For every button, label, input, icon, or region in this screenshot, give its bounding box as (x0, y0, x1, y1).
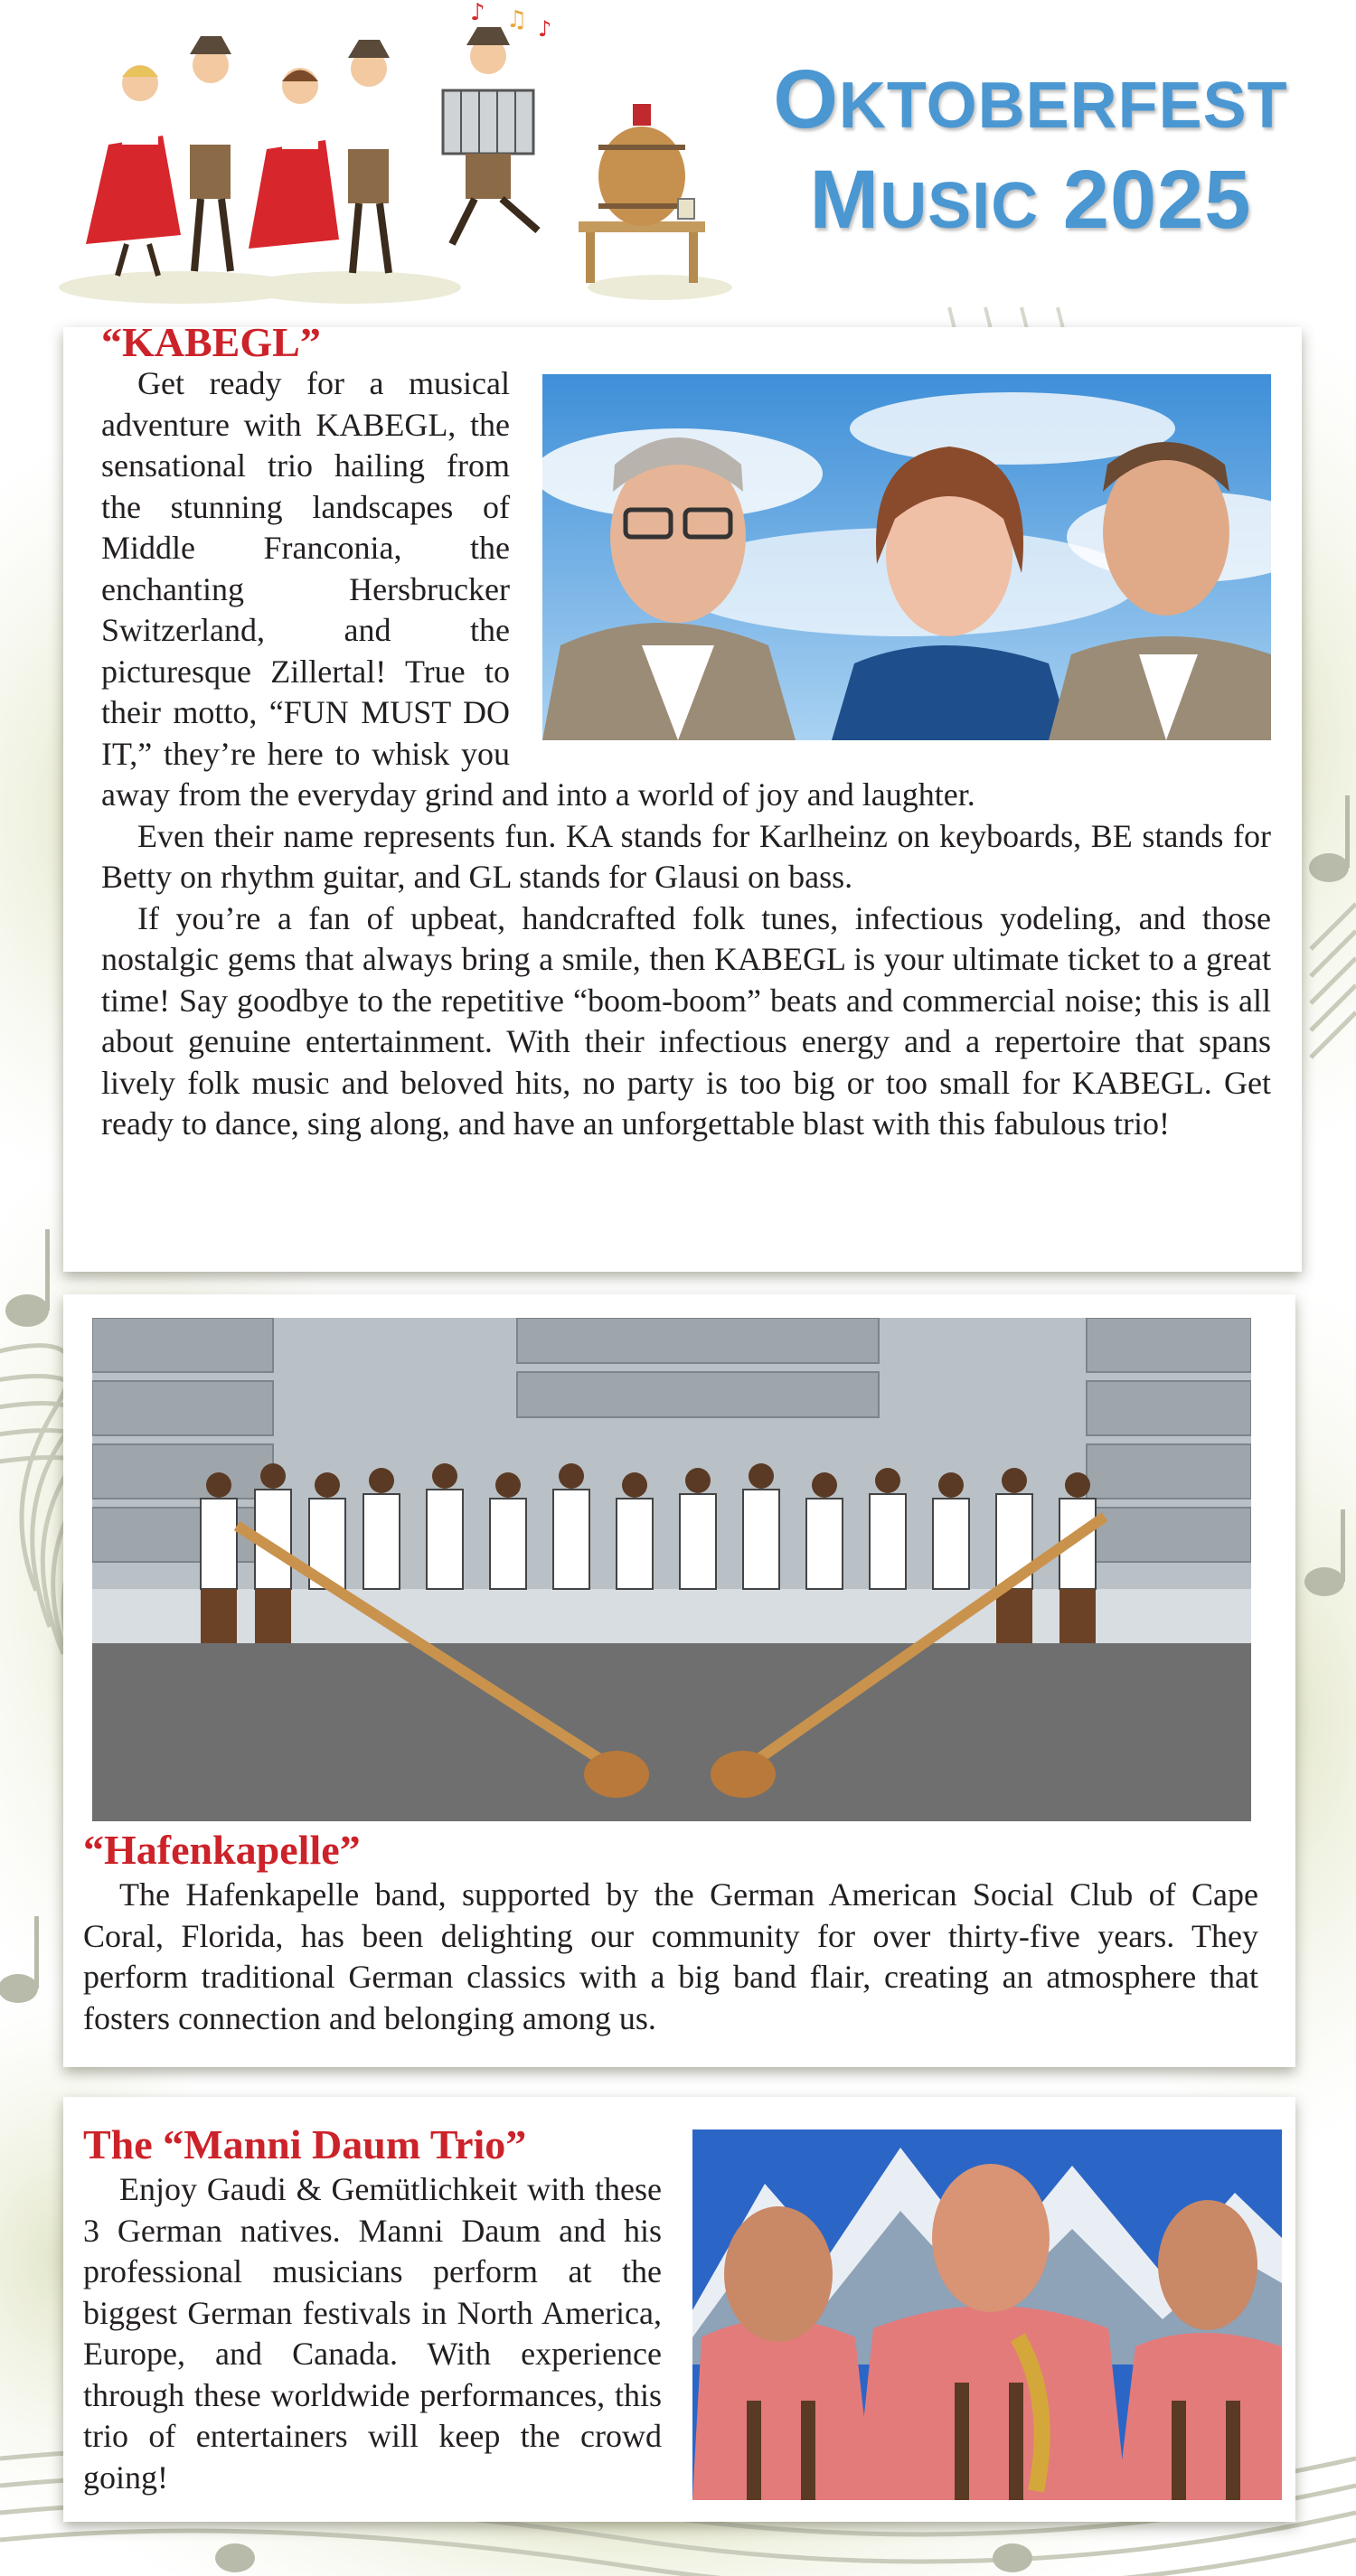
kabegl-paragraph-2: Even their name represents fun. KA stands for Karlheinz on keyboards, BE stands for Betty on rhythm guitar, and GL stands for Glausi on bass. (101, 817, 1271, 895)
manni-daum-paragraph: Enjoy Gaudi & Gemütlichkeit with these 3 German natives. Manni Daum and his professional musicians perform at the biggest German festivals in North America, Europe, and Canada. With experience through these worldwide performances, this trio of entertainers will keep the crowd going! (83, 2171, 662, 2496)
hafenkapelle-card (63, 1294, 1295, 2067)
hafenkapelle-content (83, 1826, 1258, 2039)
beer-barrel-illustration (579, 104, 705, 283)
title-line-2 (759, 153, 1302, 253)
manni-daum-trio-photo (692, 2129, 1282, 2500)
title-line-1 (759, 52, 1302, 153)
page-title (759, 52, 1302, 253)
manni-daum-content (83, 2120, 662, 2498)
kabegl-trio-photo (542, 374, 1271, 740)
svg-text:♪: ♪ (470, 0, 485, 26)
hafenkapelle-heading: “Hafenkapelle” (83, 1827, 361, 1873)
dancing-couple-illustration (45, 0, 732, 312)
kabegl-heading: “KABEGL” (101, 319, 321, 365)
manni-daum-card (63, 2097, 1295, 2522)
title-rest-2: USIC (880, 170, 1040, 242)
manni-daum-heading: The “Manni Daum Trio” (83, 2121, 527, 2167)
kabegl-paragraph-3: If you’re a fan of upbeat, handcrafted folk tunes, infectious yodeling, and those nostalgic gems that always bring a smile, then KABEGL is your ultimate ticket to a great time! Say goodbye to the repetitive “boom-boom” beats and commercial noise; this is all about genuine entertainment. With their infectious energy and a repertoire that spans lively folk music and beloved hits, no party is too big or too small for KABEGL. Get ready to dance, sing along, and have an unforgettable blast with this fabulous trio! (101, 899, 1271, 1142)
title-rest: KTOBERFEST (838, 70, 1288, 142)
title-initial: O (773, 53, 839, 146)
kabegl-content (101, 363, 1271, 1145)
hafenkapelle-band-photo (92, 1318, 1251, 1821)
kabegl-paragraph-1: Get ready for a musical adventure with KABEGL, the sensational trio hailing from the stunning landscapes of Middle Franconia, the enchanting Hersbrucker Switzerland, and the picturesque Zillertal! True to their motto, “FUN MUST DO IT,” they’re here to whisk you away from the everyday grind and into a world of joy and laughter. (101, 365, 975, 813)
kabegl-card (63, 319, 1302, 1272)
title-initial-2: M (809, 154, 880, 246)
svg-text:♫: ♫ (506, 6, 528, 33)
title-year: 2025 (1062, 154, 1252, 246)
hafenkapelle-paragraph: The Hafenkapelle band, supported by the German American Social Club of Cape Coral, Florida, has been delighting our community for over thirty-five years. They perform traditional German classics with a big band flair, creating an atmosphere that fosters connection and belonging among us. (83, 1876, 1258, 2036)
accordion-player-illustration (443, 0, 551, 244)
svg-text:♪: ♪ (538, 16, 552, 42)
